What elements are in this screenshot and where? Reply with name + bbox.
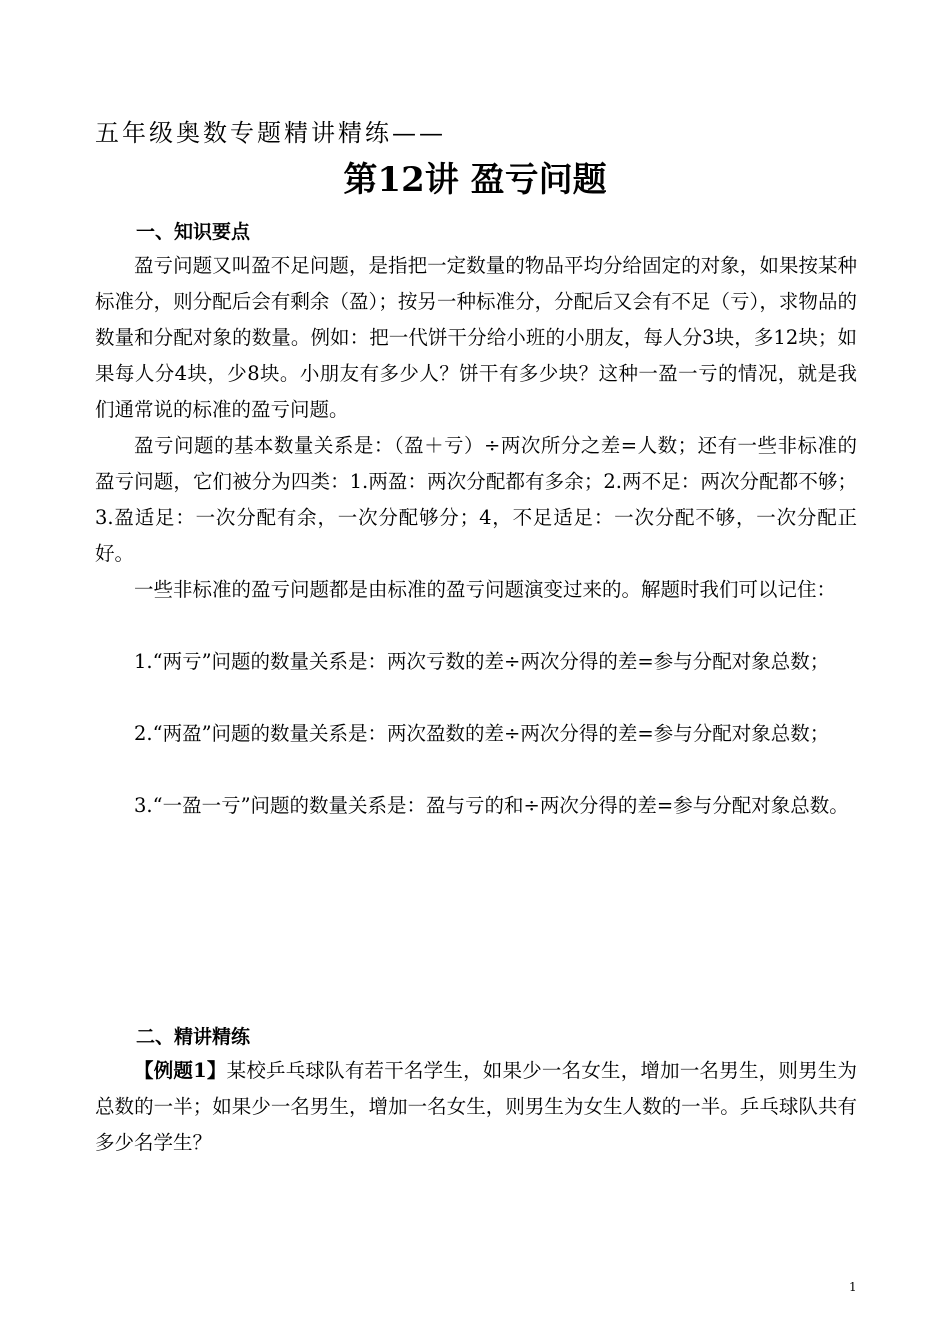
paragraph-definition: 盈亏问题又叫盈不足问题，是指把一定数量的物品平均分给固定的对象，如果按某种标准分，则分配后会有剩余（盈）；按另一种标准分，分配后又会有不足（亏），求物品的数量和分配对象的数量。例如：把一代饼干分给小班的小朋友，每人分3块，多12块；如果每人分4块，少8块。小朋友有多少人？饼干有多少块？这种一盈一亏的情况，就是我们通常说的标准的盈亏问题。 bbox=[95, 254, 857, 421]
section-heading-knowledge-points: 一、知识要点 bbox=[136, 221, 251, 243]
paragraph-non-standard-intro: 一些非标准的盈亏问题都是由标准的盈亏问题演变过来的。解题时我们可以记住： bbox=[134, 578, 837, 601]
example-1-text: 某校乒乓球队有若干名学生，如果少一名女生，增加一名男生，则男生为总数的一半；如果少一名男生，增加一名女生，则男生为女生人数的一半。乒乓球队共有多少名学生？ bbox=[95, 1059, 857, 1154]
example-1 bbox=[95, 1053, 857, 1161]
paragraph-rule-two-surplus: 2.“两盈”问题的数量关系是：两次盈数的差÷两次分得的差=参与分配对象总数； bbox=[134, 722, 830, 745]
paragraph-rule-two-deficit: 1.“两亏”问题的数量关系是：两次亏数的差÷两次分得的差=参与分配对象总数； bbox=[134, 650, 830, 673]
paragraph-rule-surplus-deficit: 3.“一盈一亏”问题的数量关系是：盈与亏的和÷两次分得的差=参与分配对象总数。 bbox=[134, 794, 849, 817]
page-number: 1 bbox=[849, 1280, 857, 1294]
lecture-title: 第12讲 盈亏问题 bbox=[343, 160, 607, 200]
example-1-label: 【例题1】 bbox=[134, 1059, 227, 1082]
series-title: 五年级奥数专题精讲精练—— bbox=[95, 119, 446, 147]
section-heading-practice: 二、精讲精练 bbox=[136, 1026, 251, 1048]
paragraph-basic-relation: 盈亏问题的基本数量关系是：（盈＋亏）÷两次所分之差=人数；还有一些非标准的盈亏问题，它们被分为四类：1.两盈：两次分配都有多余；2.两不足：两次分配都不够；3.盈适足：一次分配有余，一次分配够分；4，不足适足：一次分配不够，一次分配正好。 bbox=[95, 434, 857, 565]
